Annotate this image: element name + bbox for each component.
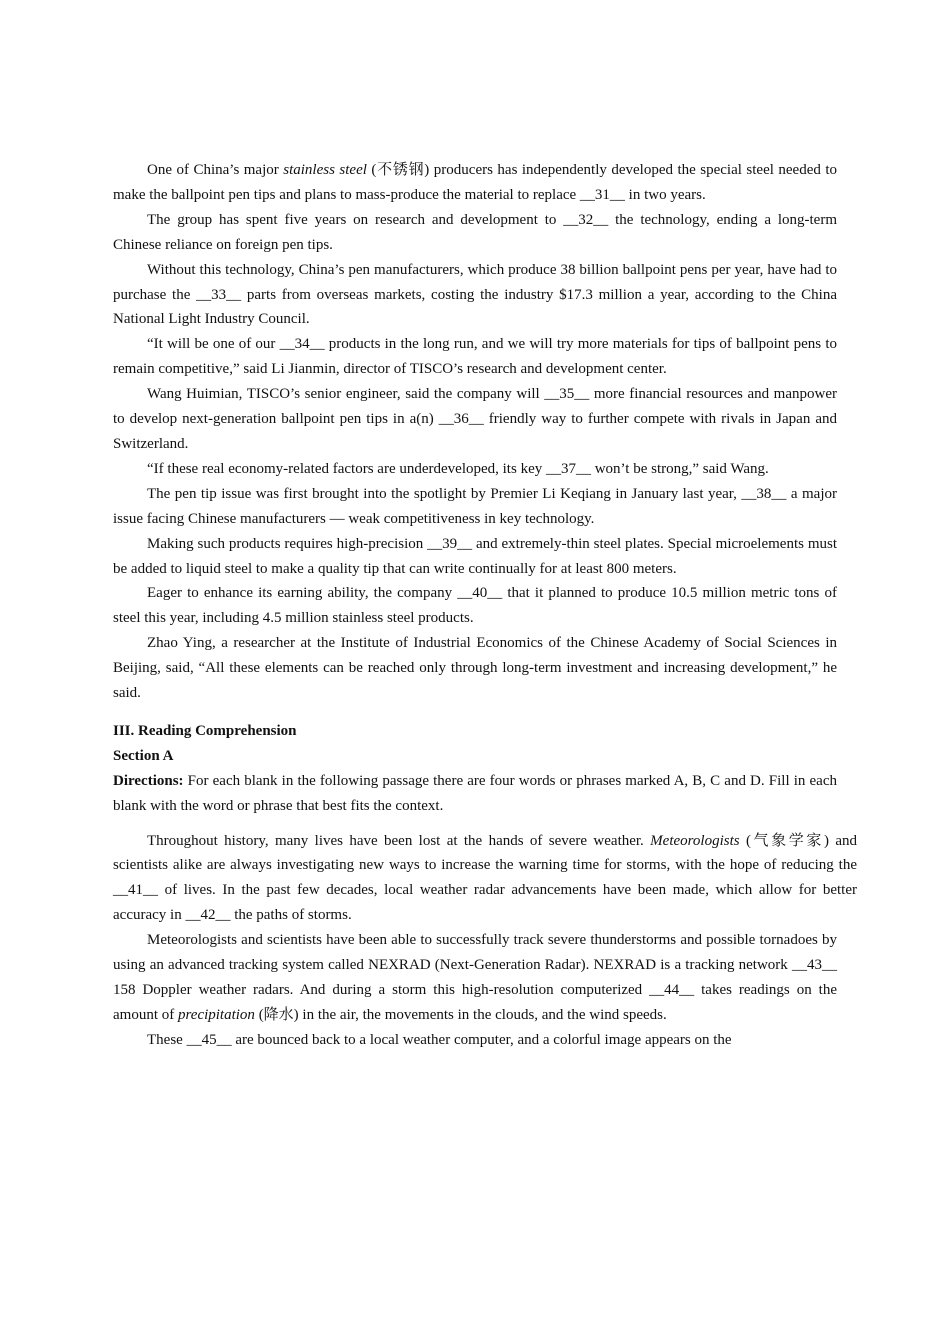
term-meteorologists: Meteorologists: [650, 832, 740, 849]
spacer: [113, 819, 837, 829]
term-precipitation: precipitation: [178, 1006, 255, 1023]
cloze-paragraph-6: “If these real economy-related factors are underdeveloped, its key __37__ won’t be strong,” said Wang.: [147, 460, 769, 477]
cloze-paragraph-8: Making such products requires high-precision __39__ and extremely-thin steel plates. Special microelements must be added to liquid steel to make a quality tip that can write continually for at least 800 meters.: [113, 535, 837, 577]
cloze-paragraph-1: One of China’s major stainless steel (不锈钢) producers has independently developed the special steel needed to make the ballpoint pen tips and plans to mass-produce the material to replace __31__ in two years.: [113, 162, 837, 203]
term-stainless-steel: stainless steel: [283, 162, 367, 178]
section-subtitle: Section A: [113, 747, 174, 764]
reading-paragraph-2: Meteorologists and scientists have been able to successfully track severe thunderstorms and possible tornadoes by using an advanced tracking system called NEXRAD (Next-Generation Radar). NEXRAD is a tracking network __43__ 158 Doppler weather radars. And during a storm this high-resolution computerized __44__ takes readings on the amount of precipitation (降水) in the air, the movements in the clouds, and the wind speeds.: [113, 932, 837, 1023]
reading-paragraph-3: These __45__ are bounced back to a local weather computer, and a colorful image appears on the: [147, 1031, 732, 1048]
reading-paragraph-1: Throughout history, many lives have been lost at the hands of severe weather. Meteorologists (气象学家) and scientists alike are always investigating new ways to increase the warning time for storms, with the hope of reducing the __41__ of lives. In the past few decades, local weather radar advancements have been made, which allow for better accuracy in __42__ the paths of storms.: [113, 832, 857, 924]
directions-label: Directions:: [113, 772, 184, 789]
cloze-paragraph-2: The group has spent five years on research and development to __32__ the technology, ending a long-term Chinese reliance on foreign pen tips.: [113, 211, 837, 253]
cloze-paragraph-3: Without this technology, China’s pen manufacturers, which produce 38 billion ballpoint pens per year, have had to purchase the __33__ parts from overseas markets, costing the industry $17.3 million a year, according to the China National Light Industry Council.: [113, 261, 837, 328]
cloze-paragraph-9: Eager to enhance its earning ability, the company __40__ that it planned to produce 10.5 million metric tons of steel this year, including 4.5 million stainless steel products.: [113, 585, 837, 627]
document-page: [113, 158, 857, 1053]
cloze-paragraph-10: Zhao Ying, a researcher at the Institute of Industrial Economics of the Chinese Academy of Social Sciences in Beijing, said, “All these elements can be reached only through long-term investment and increasing development,” he said.: [113, 635, 837, 702]
cloze-paragraph-4: “It will be one of our __34__ products in the long run, and we will try more materials for tips of ballpoint pens to remain competitive,” said Li Jianmin, director of TISCO’s research and development center.: [113, 336, 837, 378]
cloze-paragraph-5: Wang Huimian, TISCO’s senior engineer, said the company will __35__ more financial resources and manpower to develop next-generation ballpoint pen tips in a(n) __36__ friendly way to further compete with rivals in Japan and Switzerland.: [113, 386, 837, 452]
cloze-paragraph-7: The pen tip issue was first brought into the spotlight by Premier Li Keqiang in January last year, __38__ a major issue facing Chinese manufacturers — weak competitiveness in key technology.: [113, 485, 837, 527]
spacer: [113, 706, 837, 719]
section-title: III. Reading Comprehension: [113, 722, 297, 739]
directions: Directions: For each blank in the following passage there are four words or phrases marked A, B, C and D. Fill in each blank with the word or phrase that best fits the context.: [113, 772, 837, 814]
